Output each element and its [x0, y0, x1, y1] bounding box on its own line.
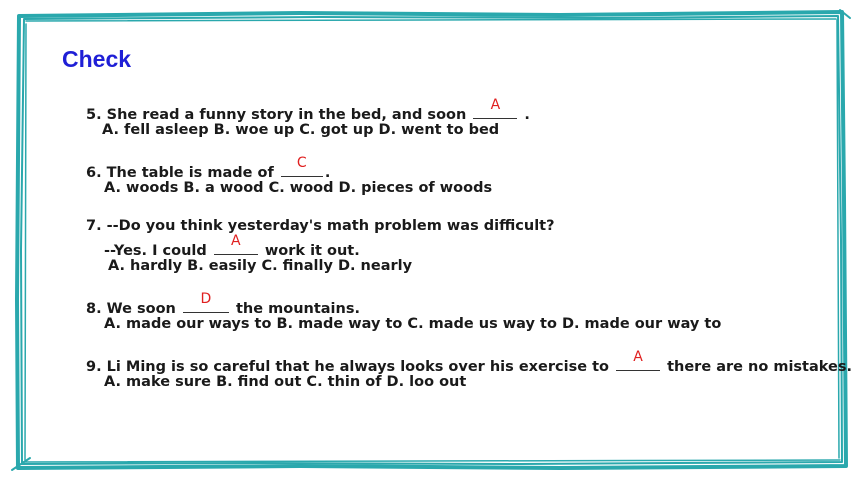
answer-letter: A [490, 97, 501, 113]
answer-letter: D [200, 291, 212, 307]
question-stem [104, 233, 360, 259]
question-text-after: the mountains. [230, 301, 360, 317]
question-stem [86, 97, 530, 123]
question-text-after: . [519, 107, 530, 123]
answer-options: A. made our ways to B. made way to C. made us way to D. made our way to [104, 316, 722, 332]
question-stem [86, 155, 331, 181]
question-text-before: 5. She read a funny story in the bed, and soon [86, 107, 472, 123]
question-text-before: 9. Li Ming is so careful that he always looks over his exercise to [86, 359, 615, 375]
question-text-after: there are no mistakes. [662, 359, 853, 375]
answer-letter: C [296, 155, 307, 171]
answer-letter: A [633, 349, 643, 365]
answer-options: A. hardly B. easily C. finally D. nearly [108, 258, 413, 274]
answer-options: A. woods B. a wood C. wood D. pieces of woods [104, 180, 493, 196]
answer-blank [183, 291, 229, 313]
question-text-after: . [324, 165, 331, 181]
question-text-after: work it out. [259, 243, 360, 259]
answer-blank [616, 349, 660, 371]
question-stem [86, 349, 853, 375]
answer-options: A. fell asleep B. woe up C. got up D. went to bed [102, 122, 500, 138]
answer-options: A. make sure B. find out C. thin of D. loo out [104, 374, 467, 390]
page-title: Check [62, 46, 132, 72]
question-text-before: 6. The table is made of [86, 165, 279, 181]
answer-blank [214, 233, 258, 255]
answer-blank [473, 97, 517, 119]
answer-letter: A [231, 233, 241, 249]
question-text-before: --Yes. I could [104, 243, 212, 259]
question-line-1: 7. --Do you think yesterday's math problem was difficult? [86, 218, 555, 234]
answer-blank [281, 155, 323, 177]
question-stem [86, 291, 360, 317]
question-text-before: 8. We soon [86, 301, 181, 317]
